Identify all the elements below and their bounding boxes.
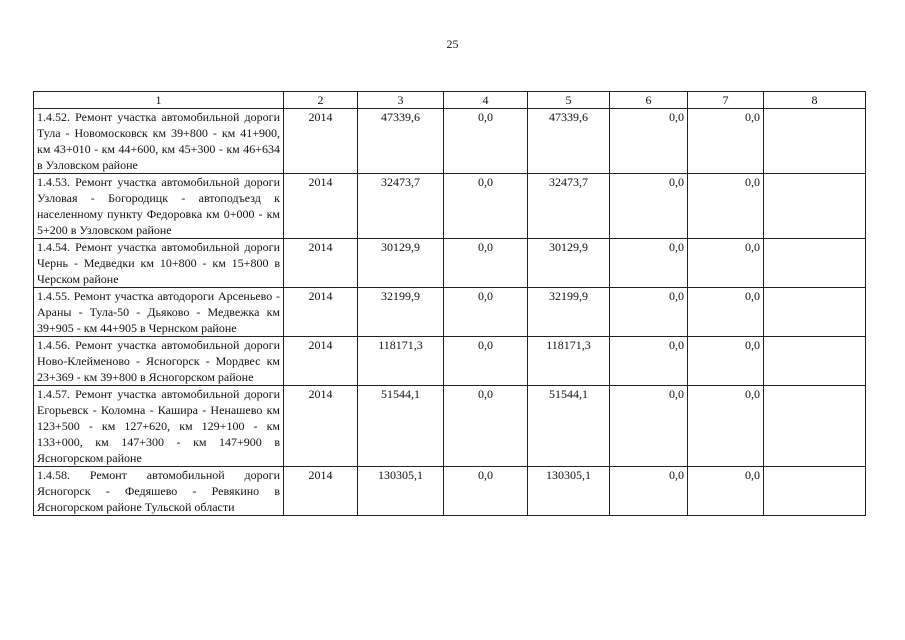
row-col-3: 32473,7 <box>358 174 444 239</box>
row-col-4: 0,0 <box>444 386 528 467</box>
row-col-4: 0,0 <box>444 174 528 239</box>
row-description: 1.4.52. Ремонт участка автомобильной дороги Тула - Новомосковск км 39+800 - км 41+900, км 43+010 - км 44+600, км 45+300 - км 46+634 в Узловском районе <box>34 109 284 174</box>
row-col-7: 0,0 <box>688 288 764 337</box>
table-row <box>34 467 866 516</box>
header-col-7: 7 <box>688 92 764 109</box>
row-col-7: 0,0 <box>688 337 764 386</box>
row-col-6: 0,0 <box>610 386 688 467</box>
row-col-4: 0,0 <box>444 109 528 174</box>
row-year: 2014 <box>284 386 358 467</box>
header-col-5: 5 <box>528 92 610 109</box>
row-col-6: 0,0 <box>610 337 688 386</box>
row-col-4: 0,0 <box>444 239 528 288</box>
table-row <box>34 239 866 288</box>
row-col-6: 0,0 <box>610 288 688 337</box>
row-col-5: 130305,1 <box>528 467 610 516</box>
header-row <box>34 92 866 109</box>
row-description: 1.4.54. Ремонт участка автомобильной дороги Чернь - Медведки км 10+800 - км 15+800 в Черском районе <box>34 239 284 288</box>
row-col-6: 0,0 <box>610 109 688 174</box>
row-col-3: 130305,1 <box>358 467 444 516</box>
row-col-8 <box>764 109 866 174</box>
header-col-8: 8 <box>764 92 866 109</box>
header-col-3: 3 <box>358 92 444 109</box>
table-row <box>34 109 866 174</box>
row-col-6: 0,0 <box>610 467 688 516</box>
table-row <box>34 386 866 467</box>
row-description: 1.4.55. Ремонт участка автодороги Арсеньево - Араны - Тула-50 - Дьяково - Медвежка км 39+905 - км 44+905 в Чернском районе <box>34 288 284 337</box>
row-col-8 <box>764 288 866 337</box>
row-col-6: 0,0 <box>610 174 688 239</box>
table-row <box>34 174 866 239</box>
row-year: 2014 <box>284 174 358 239</box>
row-col-4: 0,0 <box>444 337 528 386</box>
row-col-5: 118171,3 <box>528 337 610 386</box>
row-col-7: 0,0 <box>688 467 764 516</box>
row-description: 1.4.56. Ремонт участка автомобильной дороги Ново-Клейменово - Ясногорск - Мордвес км 23+369 - км 39+800 в Ясногорском районе <box>34 337 284 386</box>
row-col-3: 51544,1 <box>358 386 444 467</box>
row-col-7: 0,0 <box>688 109 764 174</box>
row-col-3: 118171,3 <box>358 337 444 386</box>
row-col-7: 0,0 <box>688 174 764 239</box>
row-col-5: 32473,7 <box>528 174 610 239</box>
row-col-6: 0,0 <box>610 239 688 288</box>
row-col-4: 0,0 <box>444 288 528 337</box>
row-col-5: 47339,6 <box>528 109 610 174</box>
header-col-1: 1 <box>34 92 284 109</box>
row-description: 1.4.58. Ремонт автомобильной дороги Ясногорск - Федяшево - Ревякино в Ясногорском районе Тульской области <box>34 467 284 516</box>
header-col-6: 6 <box>610 92 688 109</box>
budget-table <box>33 91 866 516</box>
row-col-3: 30129,9 <box>358 239 444 288</box>
row-col-5: 51544,1 <box>528 386 610 467</box>
row-col-3: 32199,9 <box>358 288 444 337</box>
table-row <box>34 337 866 386</box>
row-year: 2014 <box>284 239 358 288</box>
row-col-7: 0,0 <box>688 239 764 288</box>
row-col-8 <box>764 467 866 516</box>
row-col-3: 47339,6 <box>358 109 444 174</box>
row-col-8 <box>764 386 866 467</box>
table-row <box>34 288 866 337</box>
row-description: 1.4.53. Ремонт участка автомобильной дороги Узловая - Богородицк - автоподъезд к населенному пункту Федоровка км 0+000 - км 5+200 в Узловском районе <box>34 174 284 239</box>
row-year: 2014 <box>284 288 358 337</box>
row-year: 2014 <box>284 337 358 386</box>
row-col-5: 30129,9 <box>528 239 610 288</box>
row-year: 2014 <box>284 109 358 174</box>
header-col-2: 2 <box>284 92 358 109</box>
header-col-4: 4 <box>444 92 528 109</box>
row-description: 1.4.57. Ремонт участка автомобильной дороги Егорьевск - Коломна - Кашира - Ненашево км 123+500 - км 127+620, км 129+100 - км 133+000, км 147+300 - км 147+900 в Ясногорском районе <box>34 386 284 467</box>
row-col-8 <box>764 174 866 239</box>
row-col-4: 0,0 <box>444 467 528 516</box>
row-col-8 <box>764 239 866 288</box>
page-number: 25 <box>446 37 459 51</box>
row-col-8 <box>764 337 866 386</box>
row-year: 2014 <box>284 467 358 516</box>
row-col-5: 32199,9 <box>528 288 610 337</box>
row-col-7: 0,0 <box>688 386 764 467</box>
